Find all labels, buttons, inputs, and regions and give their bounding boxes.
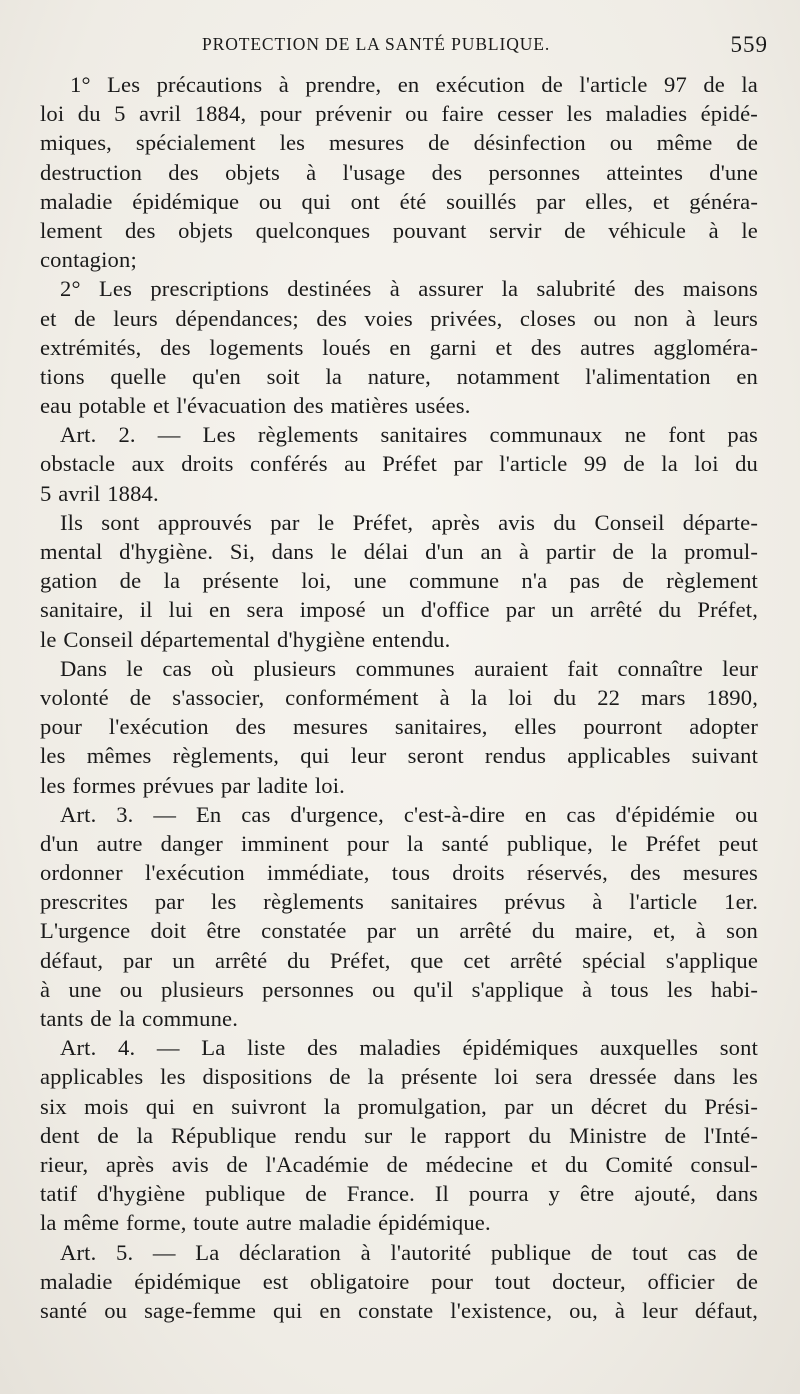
paragraph bbox=[40, 800, 758, 1034]
text-line: gation de la présente loi, une commune n'a pas de règlement bbox=[40, 568, 758, 594]
text-line: santé ou sage-femme qui en constate l'existence, ou, à leur défaut, bbox=[40, 1297, 758, 1323]
text-line: 2° Les prescriptions destinées à assurer la salubrité des maisons bbox=[60, 276, 758, 302]
text-line: loi du 5 avril 1884, pour prévenir ou faire cesser les maladies épidé- bbox=[40, 101, 758, 127]
text-line: les formes prévues par ladite loi. bbox=[40, 772, 345, 798]
text-line: L'urgence doit être constatée par un arrêté du maire, et, à son bbox=[40, 918, 758, 944]
body-text bbox=[40, 70, 758, 1325]
text-line: Art. 2. — Les règlements sanitaires communaux ne font pas bbox=[60, 422, 758, 448]
text-line: dent de la République rendu sur le rapport du Ministre de l'Inté- bbox=[40, 1122, 758, 1148]
text-line: miques, spécialement les mesures de désinfection ou même de bbox=[40, 130, 758, 156]
paragraph bbox=[40, 1033, 758, 1237]
text-line: Dans le cas où plusieurs communes auraient fait connaître leur bbox=[60, 655, 758, 681]
text-line: d'un autre danger imminent pour la santé publique, le Préfet peut bbox=[40, 830, 758, 856]
text-line: 1° Les précautions à prendre, en exécution de l'article 97 de la bbox=[70, 72, 758, 97]
text-line: maladie épidémique ou qui ont été souillés par elles, et généra- bbox=[40, 188, 758, 214]
page-number: 559 bbox=[730, 32, 768, 57]
text-line: Art. 5. — La déclaration à l'autorité publique de tout cas de bbox=[60, 1239, 758, 1265]
text-line: lement des objets quelconques pouvant servir de véhicule à le bbox=[40, 217, 758, 243]
text-line: le Conseil départemental d'hygiène entendu. bbox=[40, 626, 451, 652]
paragraph bbox=[40, 420, 758, 508]
text-line: applicables les dispositions de la présente loi sera dressée dans les bbox=[40, 1064, 758, 1090]
text-line: la même forme, toute autre maladie épidémique. bbox=[40, 1210, 491, 1236]
text-line: volonté de s'associer, conformément à la loi du 22 mars 1890, bbox=[40, 684, 758, 710]
text-line: Art. 3. — En cas d'urgence, c'est-à-dire en cas d'épidémie ou bbox=[60, 801, 758, 827]
text-line: 5 avril 1884. bbox=[40, 480, 159, 506]
text-line: mental d'hygiène. Si, dans le délai d'un an à partir de la promul- bbox=[40, 539, 758, 564]
text-line: six mois qui en suivront la promulgation, par un décret du Prési- bbox=[40, 1093, 758, 1119]
text-line: Art. 4. — La liste des maladies épidémiques auxquelles sont bbox=[60, 1035, 758, 1061]
paragraph bbox=[40, 274, 758, 420]
text-line: prescrites par les règlements sanitaires prévus à l'article 1er. bbox=[40, 889, 758, 915]
text-line: contagion; bbox=[40, 247, 137, 273]
text-line: ordonner l'exécution immédiate, tous droits réservés, des mesures bbox=[40, 860, 758, 886]
text-line: et de leurs dépendances; des voies privées, closes ou non à leurs bbox=[40, 305, 758, 331]
text-line: obstacle aux droits conférés au Préfet par l'article 99 de la loi du bbox=[40, 451, 758, 477]
text-line: tatif d'hygiène publique de France. Il pourra y être ajouté, dans bbox=[40, 1181, 758, 1207]
text-line: rieur, après avis de l'Académie de médecine et du Comité consul- bbox=[40, 1151, 758, 1177]
text-line: pour l'exécution des mesures sanitaires, elles pourront adopter bbox=[40, 714, 758, 740]
running-header-title: PROTECTION DE LA SANTÉ PUBLIQUE. bbox=[202, 34, 551, 54]
text-line: maladie épidémique est obligatoire pour tout docteur, officier de bbox=[40, 1268, 758, 1294]
paragraph bbox=[40, 654, 758, 800]
text-line: à une ou plusieurs personnes ou qu'il s'applique à tous les habi- bbox=[40, 976, 758, 1002]
text-line: tions quelle qu'en soit la nature, notamment l'alimentation en bbox=[40, 363, 758, 389]
paragraph bbox=[40, 508, 758, 654]
text-line: destruction des objets à l'usage des personnes atteintes d'une bbox=[40, 159, 758, 185]
paragraph bbox=[40, 1238, 758, 1326]
text-line: tants de la commune. bbox=[40, 1006, 238, 1031]
text-line: sanitaire, il lui en sera imposé un d'office par un arrêté du Préfet, bbox=[40, 597, 758, 623]
text-line: extrémités, des logements loués en garni et des autres aggloméra- bbox=[40, 334, 758, 360]
text-line: eau potable et l'évacuation des matières usées. bbox=[40, 393, 471, 419]
running-header bbox=[40, 34, 768, 62]
text-line: défaut, par un arrêté du Préfet, que cet arrêté spécial s'applique bbox=[40, 947, 758, 973]
paragraph bbox=[40, 70, 758, 274]
text-line: les mêmes règlements, qui leur seront rendus applicables suivant bbox=[40, 743, 758, 769]
text-line: Ils sont approuvés par le Préfet, après avis du Conseil départe- bbox=[60, 509, 758, 535]
